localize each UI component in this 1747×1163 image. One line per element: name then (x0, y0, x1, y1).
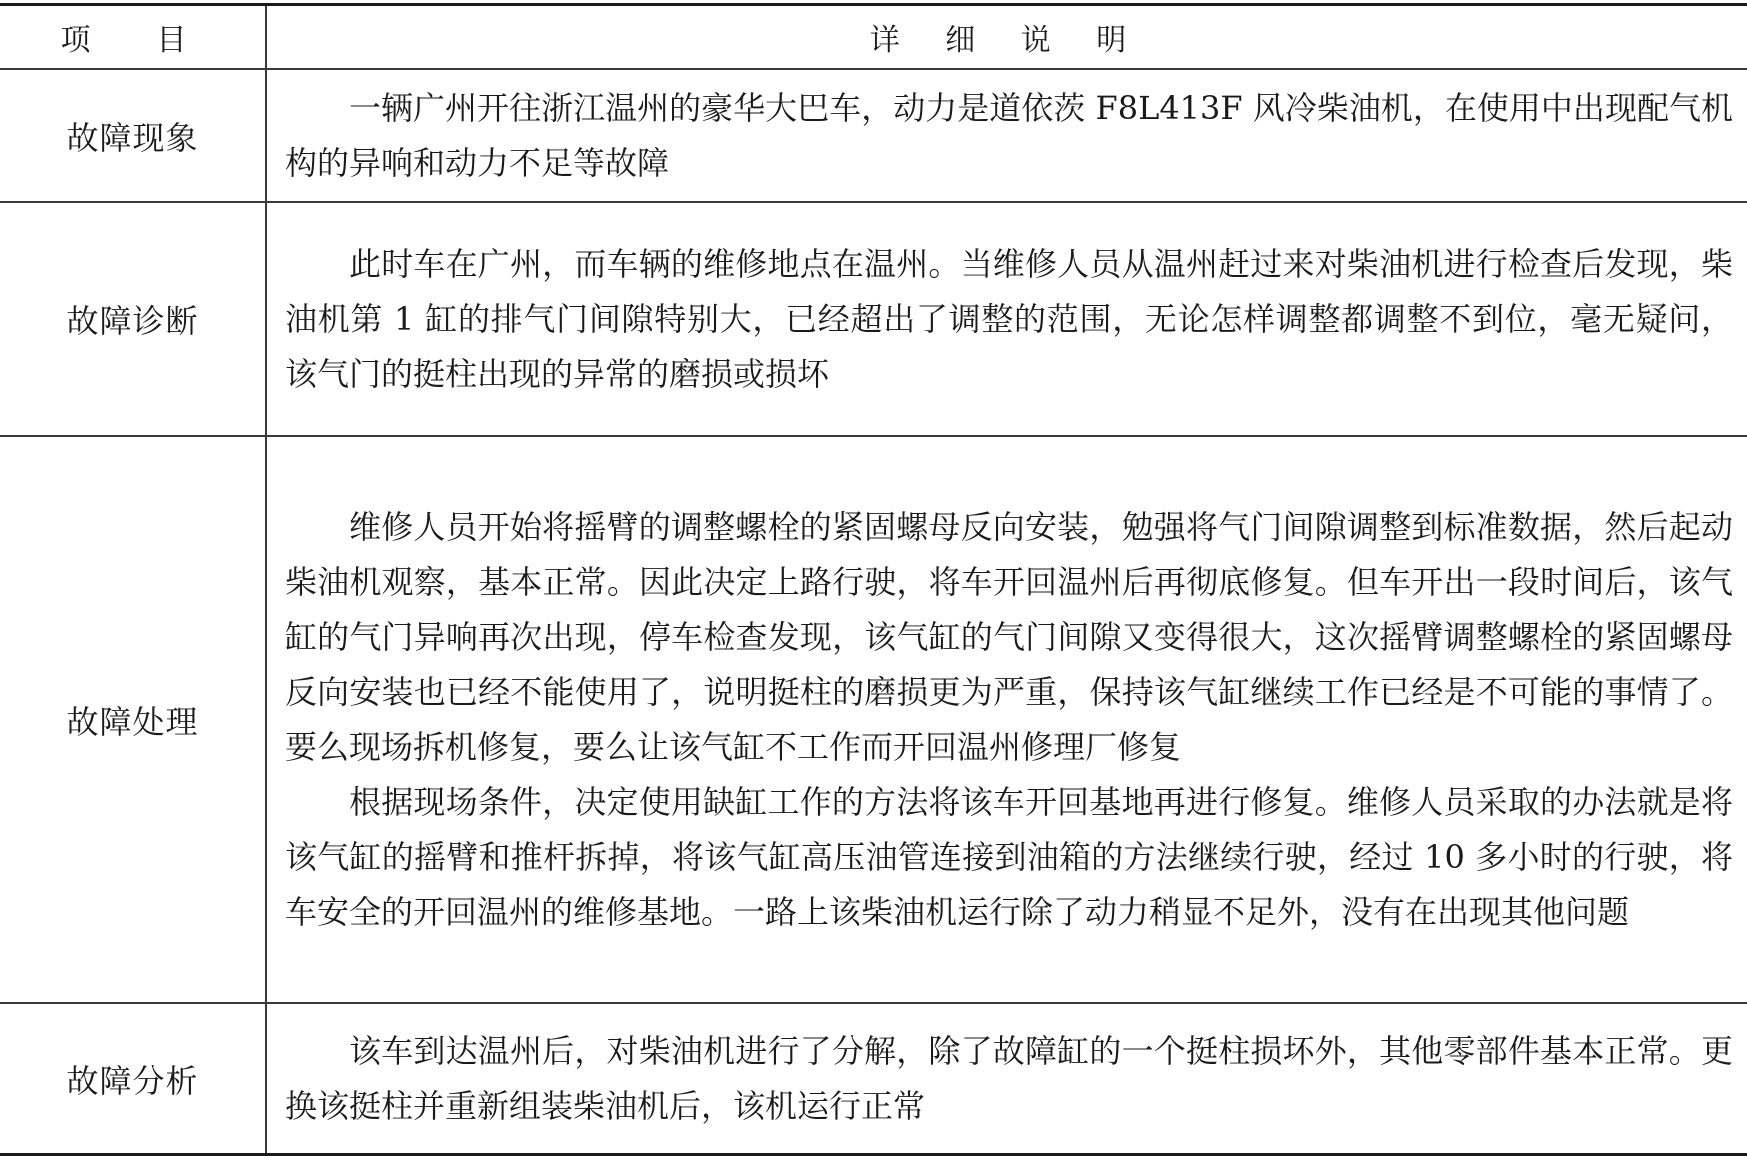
item-cell (0, 202, 266, 436)
detail-paragraph: 维修人员开始将摇臂的调整螺栓的紧固螺母反向安装，勉强将气门间隙调整到标准数据，然后起动柴油机观察，基本正常。因此决定上路行驶，将车开回温州后再彻底修复。但车开出一段时间后，该气缸的气门异响再次出现，停车检查发现，该气缸的气门间隙又变得很大，这次摇臂调整螺栓的紧固螺母反向安装也已经不能使用了，说明挺柱的磨损更为严重，保持该气缸继续工作已经是不可能的事情了。要么现场拆机修复，要么让该气缸不工作而开回温州修理厂修复 (285, 507, 1733, 766)
detail-paragraph: 根据现场条件，决定使用缺缸工作的方法将该车开回基地再进行修复。维修人员采取的办法就是将该气缸的摇臂和推杆拆掉，将该气缸高压油管连接到油箱的方法继续行驶，经过 10 多小时的行驶，将车安全的开回温州的维修基地。一路上该柴油机运行除了动力稍显不足外，没有在出现其他问题 (285, 782, 1733, 931)
item-label-fault-diagnosis: 故障诊断 (66, 302, 199, 340)
detail-cell (266, 436, 1747, 1003)
table-header-row (0, 5, 1747, 70)
column-header-item: 项 目 (0, 5, 266, 70)
table-row-fault-diagnosis (0, 202, 1747, 436)
item-cell (0, 436, 266, 1003)
table-row-fault-symptom (0, 69, 1747, 202)
detail-paragraph: 一辆广州开往浙江温州的豪华大巴车，动力是道依茨 F8L413F 风冷柴油机，在使用中出现配气机构的异响和动力不足等故障 (285, 88, 1733, 182)
fault-description-table (0, 3, 1747, 1156)
detail-cell (266, 1003, 1747, 1155)
column-header-detail: 详 细 说 明 (266, 5, 1747, 70)
item-label-fault-symptom: 故障现象 (66, 118, 199, 157)
item-label-fault-handling: 故障处理 (66, 702, 199, 741)
item-cell (0, 69, 266, 202)
table-row-fault-handling (0, 436, 1747, 1003)
detail-paragraph: 该车到达温州后，对柴油机进行了分解，除了故障缸的一个挺柱损坏外，其他零部件基本正常。更换该挺柱并重新组装柴油机后，该机运行正常 (285, 1031, 1733, 1125)
detail-cell (266, 69, 1747, 202)
table-row-fault-analysis (0, 1003, 1747, 1155)
item-cell (0, 1003, 266, 1155)
item-label-fault-analysis: 故障分析 (66, 1061, 199, 1100)
detail-cell (266, 202, 1747, 436)
detail-paragraph: 此时车在广州，而车辆的维修地点在温州。当维修人员从温州赶过来对柴油机进行检查后发现，柴油机第 1 缸的排气门间隙特别大，已经超出了调整的范围，无论怎样调整都调整不到位，毫无疑问，该气门的挺柱出现的异常的磨损或损坏 (285, 244, 1733, 393)
